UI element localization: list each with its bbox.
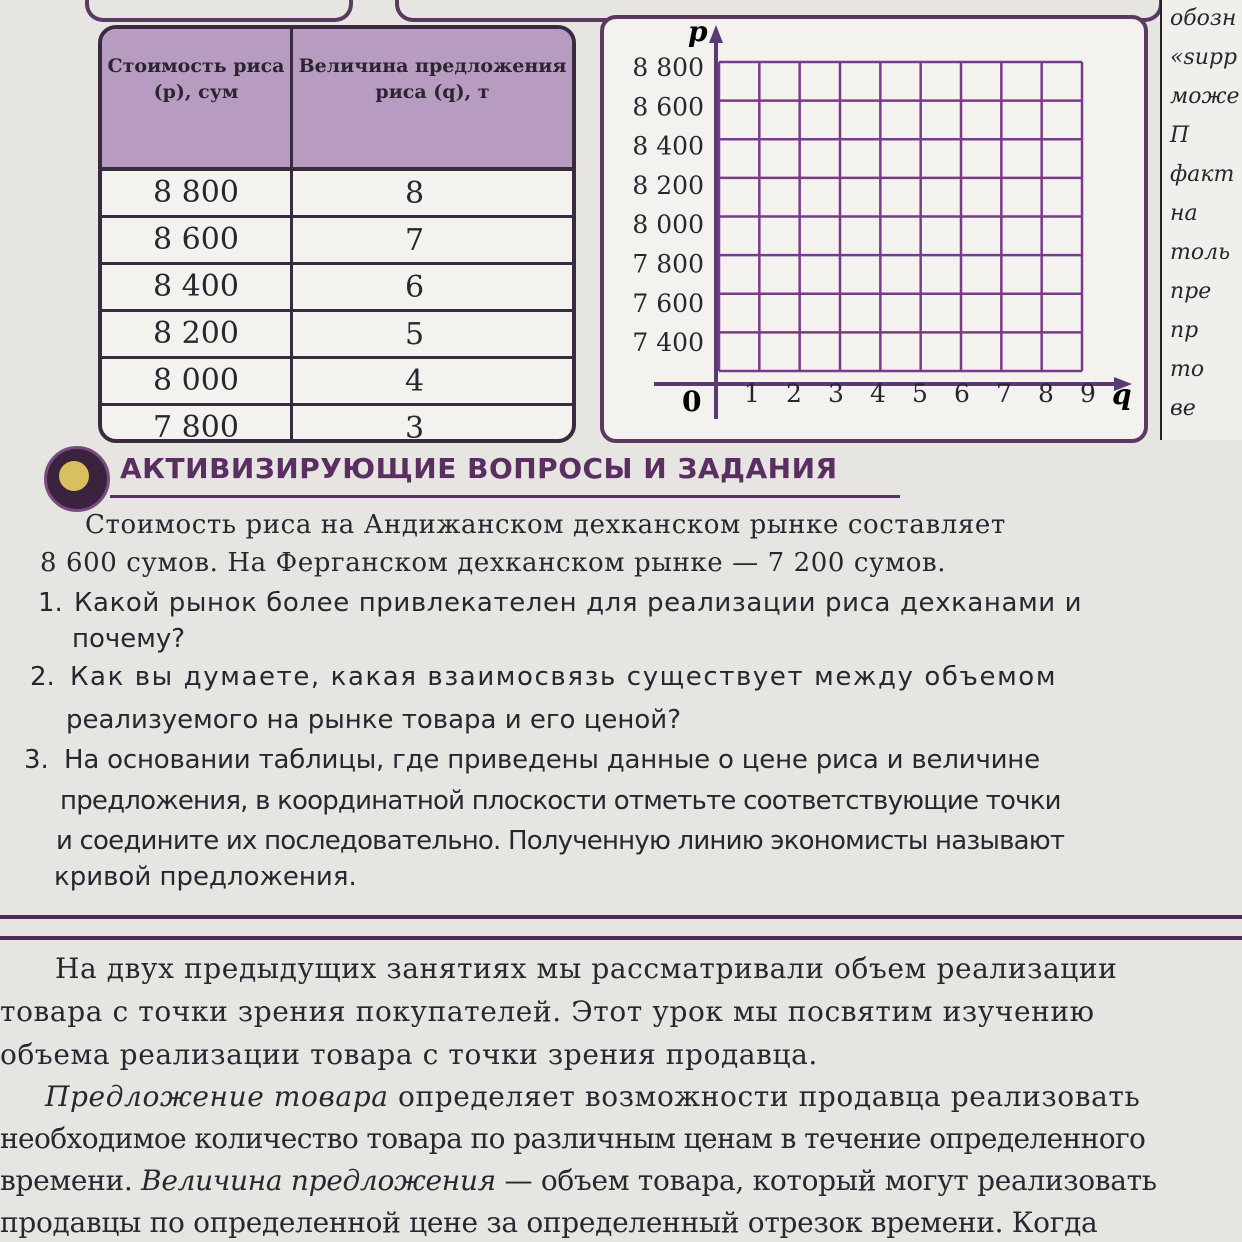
supply-table (98, 25, 576, 443)
q3-line: кривой предложения. (54, 862, 357, 892)
edge-text-fragment: факт (1170, 162, 1235, 187)
table-row (102, 406, 572, 443)
table-row (102, 312, 572, 359)
body-text: определяет возможности продавца реализовать (398, 1080, 1141, 1113)
quantity-cell: 5 (405, 316, 425, 352)
q2-line: реализуемого на рынке товара и его ценой? (66, 705, 681, 735)
body-line: товара с точки зрения покупателей. Этот урок мы посвятим изучению (0, 995, 1095, 1028)
edge-text-fragment: пре (1170, 279, 1212, 304)
y-tick-label: 8 400 (632, 131, 704, 161)
body-text: времени. (0, 1164, 133, 1197)
y-tick-label: 7 600 (632, 288, 704, 318)
price-cell: 8 400 (102, 265, 293, 309)
edge-text-fragment: «supp (1170, 45, 1238, 70)
divider (0, 915, 1242, 919)
body-line: объема реализации товара с точки зрения продавца. (0, 1038, 818, 1071)
next-page-edge (1160, 0, 1242, 440)
edge-text-fragment: ве (1170, 396, 1196, 421)
edge-text-fragment: то (1170, 357, 1205, 382)
price-cell: 8 200 (102, 312, 293, 356)
table-header (102, 29, 572, 171)
x-tick-label: 8 (1038, 379, 1054, 408)
body-line: необходимое количество товара по различным ценам в течение определенного (0, 1122, 1146, 1155)
y-tick-label: 8 600 (632, 92, 704, 122)
term-supply-quantity: Величина предложения (141, 1164, 496, 1197)
quantity-cell: 8 (405, 175, 425, 211)
body-text: — объем товара, который могут реализовать (504, 1164, 1157, 1197)
q1-line: Какой рынок более привлекателен для реализации риса дехканами и (74, 588, 1083, 618)
x-tick-label: 1 (744, 379, 760, 408)
y-tick-label: 8 000 (632, 210, 704, 240)
x-tick-label: 5 (912, 379, 928, 408)
x-tick-label: 4 (870, 379, 886, 408)
edge-text-fragment: П (1170, 123, 1190, 148)
intro-line-2: 8 600 сумов. На Ферганском дехканском рынке — 7 200 сумов. (40, 548, 947, 578)
edge-text-fragment: обозн (1170, 6, 1237, 31)
x-tick-label: 6 (954, 379, 970, 408)
table-row (102, 218, 572, 265)
quantity-cell: 4 (405, 363, 425, 399)
body-line (0, 1164, 1157, 1197)
x-tick-label: 3 (828, 379, 844, 408)
p-axis-label: p (688, 19, 708, 48)
graph-svg (604, 19, 1144, 439)
section-heading: АКТИВИЗИРУЮЩИЕ ВОПРОСЫ И ЗАДАНИЯ (120, 452, 838, 485)
table-row (102, 359, 572, 406)
body-line: продавцы по определенной цене за определенный отрезок времени. Когда (0, 1206, 1098, 1239)
term-supply: Предложение товара (45, 1080, 389, 1113)
q3-line: и соедините их последовательно. Полученную линию экономисты называют (56, 826, 1065, 856)
edge-text-fragment: толь (1170, 240, 1231, 265)
intro-line-1: Стоимость риса на Андижанском дехканском рынке составляет (85, 510, 1006, 540)
quantity-cell: 3 (405, 410, 425, 443)
heading-underline (110, 495, 900, 498)
table-row (102, 171, 572, 218)
q-axis-label: q (1112, 378, 1132, 411)
q2-num: 2. (30, 662, 55, 692)
origin-label: 0 (682, 385, 702, 418)
table-row (102, 265, 572, 312)
y-tick-label: 8 200 (632, 170, 704, 200)
price-cell: 7 800 (102, 406, 293, 443)
q1-line: почему? (72, 624, 186, 654)
quantity-cell: 7 (405, 222, 425, 258)
y-tick-label: 8 800 (632, 53, 704, 82)
divider (0, 936, 1242, 940)
q2-line: Как вы думаете, какая взаимосвязь существует между объемом (70, 662, 1058, 692)
x-tick-label: 7 (996, 379, 1012, 408)
x-tick-label: 2 (786, 379, 802, 408)
q3-line: На основании таблицы, где приведены данные о цене риса и величине (64, 745, 1040, 775)
coordinate-graph (600, 15, 1148, 443)
y-tick-label: 7 800 (632, 249, 704, 279)
q3-num: 3. (24, 745, 49, 775)
body-line: На двух предыдущих занятиях мы рассматривали объем реализации (55, 952, 1118, 985)
price-cell: 8 600 (102, 218, 293, 262)
y-axis-arrow (709, 25, 723, 43)
q1-num: 1. (38, 588, 63, 618)
body-line (45, 1080, 1140, 1113)
edge-text-fragment: на (1170, 201, 1198, 226)
header-quantity: Величина предложения риса (q), т (298, 55, 567, 103)
edge-text-fragment: може (1170, 84, 1240, 109)
x-tick-label: 9 (1080, 379, 1096, 408)
header-price: Стоимость риса (р), сум (102, 29, 293, 167)
edge-text-fragment: пр (1170, 318, 1199, 343)
quantity-cell: 6 (405, 269, 425, 305)
y-tick-label: 7 400 (632, 328, 704, 358)
header-box-left (85, 0, 353, 22)
price-cell: 8 800 (102, 171, 293, 215)
compass-icon (44, 446, 110, 512)
table-body (102, 171, 572, 443)
price-cell: 8 000 (102, 359, 293, 403)
q3-line: предложения, в координатной плоскости отметьте соответствующие точки (60, 786, 1061, 816)
